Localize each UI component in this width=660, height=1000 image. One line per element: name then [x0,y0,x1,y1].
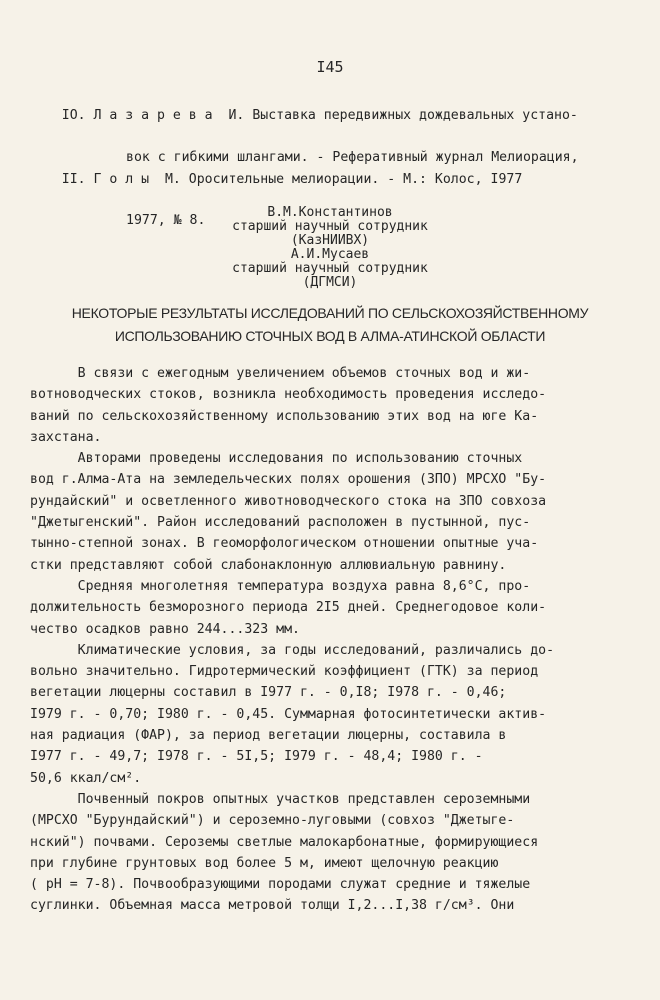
text-line: Авторами проведены исследования по использованию сточных [30,451,523,467]
reference-line: IO. Л а з а р е в а И. Выставка передвижных дождевальных устано- [61,108,578,123]
author-name: А.И.Мусаев [290,247,370,262]
text-line: Почвенный покров опытных участков представлен сероземными [30,791,531,807]
author-affiliation: (КазНИИВХ) [290,233,370,248]
text-line: тынно-степной зонах. В геоморфологическом отношении опытные уча- [30,536,539,552]
text-line: I979 г. - 0,70; I980 г. - 0,45. Суммарная фотосинтетически актив- [30,706,547,722]
page-number: I45 [316,58,344,76]
paragraph [30,448,640,576]
paragraph [30,789,640,917]
text-line: захстана. [30,429,102,445]
paragraph [30,640,640,789]
paragraph [30,576,640,640]
text-line: Средняя многолетняя температура воздуха равна 8,6°С, про- [30,578,531,594]
text-line: вод г.Алма-Ата на земледельческих полях орошения (ЗПО) МРСХО "Бу- [30,472,547,488]
paragraph [30,363,640,448]
reference-line: вок с гибкими шлангами. - Реферативный журнал Мелиорация, [126,150,579,165]
text-line: ( pH = 7-8). Почвообразующими породами служат средние и тяжелые [30,877,531,893]
reference-line: 1977, № 8. [126,213,206,228]
text-line: ваний по сельскохозяйственному использованию этих вод на юге Ка- [30,408,539,424]
article-title [0,302,660,348]
text-line: 50,6 ккал/см². [30,770,142,786]
text-line: чество осадков равно 244...323 мм. [30,621,300,637]
author-name: В.М.Константинов [267,205,393,220]
text-line: суглинки. Объемная масса метровой толщи I,2...I,38 г/см³. Они [30,898,515,914]
text-line: нский") почвами. Сероземы светлые малокарбонатные, формирующиеся [30,834,539,850]
author-block [0,206,660,290]
text-line: вотноводческих стоков, возникла необходимость проведения исследо- [30,387,547,403]
author-position: старший научный сотрудник [232,219,428,234]
text-line: должительность безморозного периода 2I5 дней. Среднегодовое коли- [30,600,547,616]
author-position: старший научный сотрудник [232,261,428,276]
text-line: рундайский" и осветленного животноводческого стока на ЗПО совхоза [30,493,547,509]
text-line: "Джетыгенский". Район исследований расположен в пустынной, пус- [30,515,531,531]
text-line: I977 г. - 49,7; I978 г. - 5I,5; I979 г. - 48,4; I980 г. - [30,749,483,765]
article-body [30,363,640,917]
text-line: при глубине грунтовых вод более 5 м, имеют щелочную реакцию [30,855,499,871]
text-line: ная радиация (ФАР), за период вегетации люцерны, составила в [30,728,507,744]
title-line: ИСПОЛЬЗОВАНИЮ СТОЧНЫХ ВОД В АЛМА-АТИНСКОЙ ОБЛАСТИ [114,328,546,344]
reference-11 [30,148,522,211]
text-line: вольно значительно. Гидротермический коэффициент (ГТК) за период [30,664,539,680]
author-affiliation: (ДГМСИ) [302,275,358,290]
text-line: Климатические условия, за годы исследований, различались до- [30,642,555,658]
text-line: (МРСХО "Бурундайский") и сероземно-луговыми (совхоз "Джетыге- [30,813,515,829]
title-line: НЕКОТОРЫЕ РЕЗУЛЬТАТЫ ИССЛЕДОВАНИЙ ПО СЕЛЬСКОХОЗЯЙСТВЕННОМУ [71,305,589,321]
text-line: стки представляют собой слабонаклонную аллювиальную равнину. [30,557,507,573]
text-line: вегетации люцерны составил в I977 г. - 0,I8; I978 г. - 0,46; [30,685,507,701]
reference-line: II. Г о л ы М. Оросительные мелиорации. - М.: Колос, I977 [61,172,523,187]
text-line: В связи с ежегодным увеличением объемов сточных вод и жи- [30,366,531,381]
